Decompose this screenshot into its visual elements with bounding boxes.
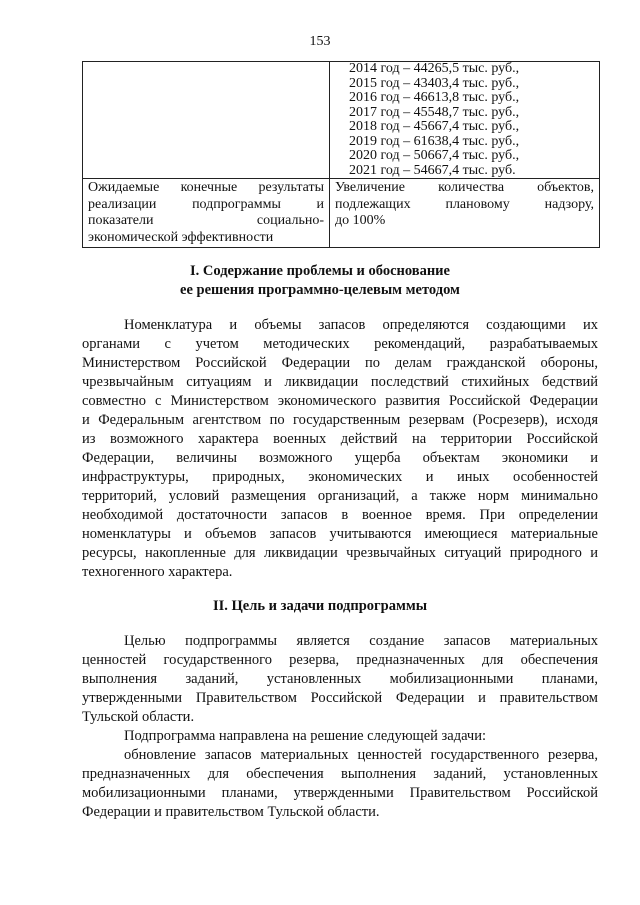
results-value-line: до 100% — [335, 213, 386, 228]
funding-line: 2014 год – 44265,5 тыс. руб., — [349, 61, 520, 76]
funding-line: 2017 год – 45548,7 тыс. руб., — [349, 104, 520, 120]
paragraph-line: территорий, условий размещения организаций, а также норм минимально — [82, 488, 598, 504]
results-value-line: подлежащих плановому надзору, — [335, 196, 594, 212]
paragraph-line: Тульской области. — [82, 709, 195, 725]
funding-row — [83, 62, 600, 179]
paragraph-line: инфраструктуры, природных, экономических и иных особенностей — [82, 469, 598, 485]
paragraph-line: мобилизационными планами, утвержденными Правительством Российской — [82, 785, 598, 801]
results-label-line: Ожидаемые конечные результаты — [88, 180, 324, 195]
paragraph-line: Федерации, величины возможного ущерба объектам экономики и — [82, 450, 598, 466]
results-row — [83, 179, 600, 248]
paragraph-line: Федерации и правительством Тульской области. — [82, 804, 380, 820]
funding-line: 2016 год – 46613,8 тыс. руб., — [349, 90, 520, 105]
paragraph-line: совместно с Министерством экономического развития Российской Федерации — [82, 393, 598, 409]
results-value-line: Увеличение количества объектов, — [335, 180, 594, 195]
section-2-paragraph-3 — [82, 746, 598, 822]
paragraph-line: необходимой достаточности запасов в военное время. При определении — [82, 507, 598, 523]
section-1-title-line: ее решения программно-целевым методом — [180, 282, 460, 298]
results-label-cell — [83, 179, 330, 248]
paragraph-line: органами с учетом методических рекомендаций, разрабатываемых — [82, 336, 598, 352]
funding-line: 2021 год – 54667,4 тыс. руб. — [349, 162, 516, 178]
results-label-line: экономической эффективности — [88, 229, 274, 245]
section-1-title — [0, 262, 640, 300]
paragraph-line: Министерством Российской Федерации по делам гражданской обороны, — [82, 355, 598, 371]
paragraph-line: выполнения заданий, установленных мобилизационными планами, — [82, 671, 598, 687]
paragraph-line: Целью подпрограммы является создание запасов материальных — [124, 633, 598, 649]
results-value-cell — [330, 179, 600, 248]
funding-line: 2020 год – 50667,4 тыс. руб., — [349, 148, 520, 163]
section-2-title: II. Цель и задачи подпрограммы — [212, 598, 428, 614]
paragraph-line: Номенклатура и объемы запасов определяются создающими их — [124, 317, 598, 333]
paragraph-line: Подпрограмма направлена на решение следующей задачи: — [124, 728, 487, 744]
paragraph-line: номенклатуры и объемов запасов учитываются имеющиеся материальные — [82, 526, 598, 542]
section-1-paragraph — [82, 316, 598, 582]
funding-line: 2015 год – 43403,4 тыс. руб., — [349, 75, 520, 91]
paragraph-line: чрезвычайным ситуациям и ликвидации последствий стихийных бедствий — [82, 374, 598, 390]
passport-table — [82, 61, 600, 248]
paragraph-line: обновление запасов материальных ценностей государственного резерва, — [124, 747, 598, 763]
paragraph-line: предназначенных для обеспечения выполнения заданий, установленных — [82, 766, 598, 782]
paragraph-line: утвержденными Правительством Российской Федерации и правительством — [82, 690, 598, 706]
funding-line: 2019 год – 61638,4 тыс. руб., — [349, 133, 520, 149]
funding-line: 2018 год – 45667,4 тыс. руб., — [349, 119, 520, 134]
results-label-line: показатели социально- — [88, 213, 324, 228]
section-2-paragraph-2 — [82, 727, 598, 746]
paragraph-line: техногенного характера. — [82, 564, 233, 580]
paragraph-line: из возможного характера военных действий на территории Российской — [82, 431, 598, 447]
section-2-paragraph-1 — [82, 632, 598, 727]
paragraph-line: ценностей государственного резерва, предназначенных для обеспечения — [82, 652, 598, 668]
page-number: 153 — [309, 34, 331, 49]
section-1-title-line: I. Содержание проблемы и обоснование — [190, 263, 450, 279]
funding-value-cell — [330, 62, 600, 179]
funding-label-cell — [83, 62, 330, 179]
paragraph-line: ресурсы, накопленные для ликвидации чрезвычайных ситуаций природного и — [82, 545, 598, 561]
paragraph-line: и Федеральным агентством по государственным резервам (Росрезерв), исходя — [82, 412, 598, 428]
results-label-line: реализации подпрограммы и — [88, 196, 324, 212]
